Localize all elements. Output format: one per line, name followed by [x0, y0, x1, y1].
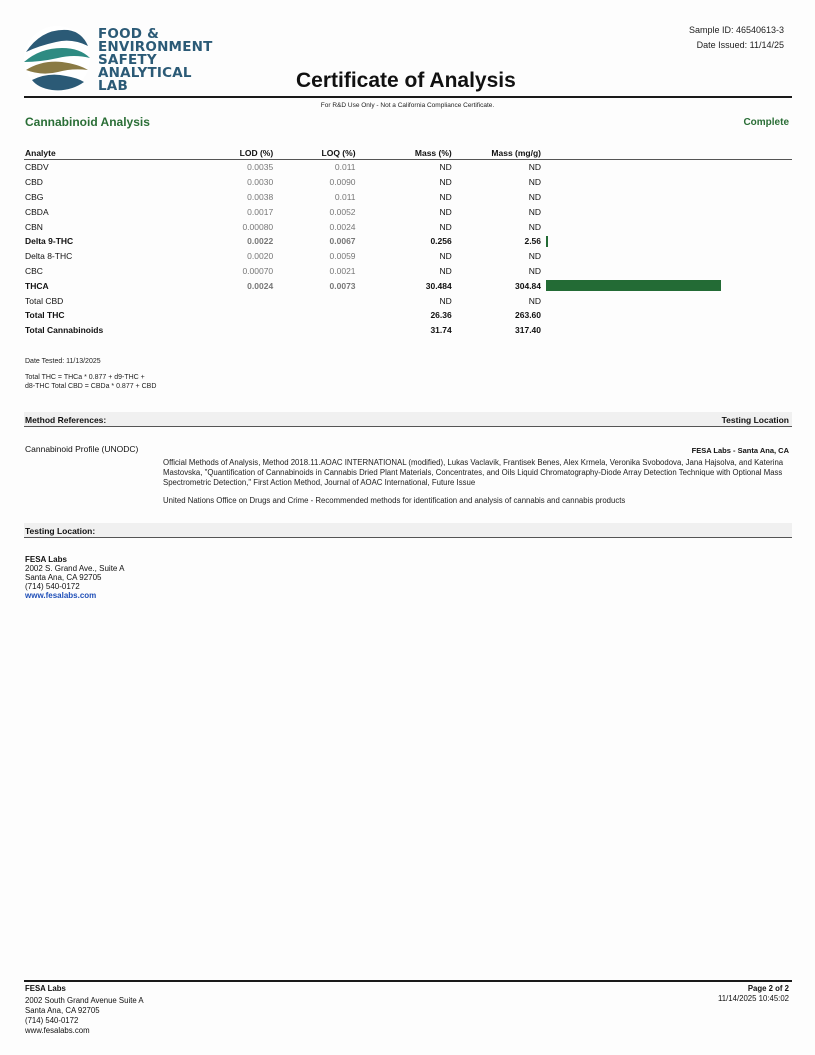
- loq-cell: [273, 323, 355, 338]
- table-row: [25, 278, 815, 293]
- method-divider: [24, 426, 792, 427]
- loq-cell: 0.011: [334, 162, 356, 173]
- lab-name: FESA Labs: [25, 555, 67, 564]
- header-divider: [24, 96, 792, 98]
- table-header-divider: [24, 159, 792, 160]
- table-row: [25, 323, 815, 338]
- logo-line: ENVIRONMENT: [98, 39, 213, 55]
- mass-pct-cell: 0.256: [430, 236, 452, 247]
- mass-pct-cell: ND: [439, 265, 452, 276]
- analysis-title: Cannabinoid Analysis: [25, 115, 150, 129]
- mass-mg-cell: ND: [528, 162, 542, 173]
- table-row: [25, 293, 815, 308]
- lod-cell: 0.0035: [247, 162, 274, 173]
- formula-line: Total THC = THCa * 0.877 + d9-THC +: [25, 374, 145, 381]
- mass-mg-cell: 317.40: [515, 325, 542, 336]
- lod-cell: 0.0020: [247, 251, 274, 262]
- table-row: [25, 160, 815, 175]
- mass-bar: [546, 280, 721, 291]
- mass-mg-cell: ND: [528, 177, 542, 188]
- analyte-cell: CBDA: [25, 206, 49, 217]
- lab-address-line: Santa Ana, CA 92705: [25, 573, 102, 582]
- table-row: [25, 190, 815, 205]
- lod-cell: [199, 293, 274, 308]
- loq-cell: 0.0052: [329, 206, 356, 217]
- analyte-cell: CBC: [25, 265, 43, 276]
- status-badge: Complete: [743, 117, 789, 128]
- loq-cell: 0.0021: [329, 265, 356, 276]
- lod-cell: 0.0017: [247, 206, 274, 217]
- lod-cell: 0.0024: [247, 280, 274, 291]
- date-issued: Date Issued: 11/14/25: [696, 40, 784, 50]
- footer-divider: [24, 980, 792, 982]
- mass-bar-cell: [541, 160, 815, 175]
- mass-bar-cell: [541, 204, 815, 219]
- sample-id: Sample ID: 46540613-3: [688, 25, 784, 35]
- lod-cell: 0.00070: [242, 265, 274, 276]
- analyte-cell: Total Cannabinoids: [25, 325, 104, 336]
- mass-bar-cell: [541, 249, 815, 264]
- lod-cell: [199, 308, 274, 323]
- results-table: [25, 146, 815, 338]
- lab-address-line: 2002 S. Grand Ave., Suite A: [25, 564, 125, 573]
- loq-cell: 0.011: [334, 191, 356, 202]
- lod-cell: 0.0038: [247, 191, 274, 202]
- footer-phone: (714) 540-0172: [25, 1016, 79, 1025]
- lod-cell: [199, 323, 274, 338]
- lod-cell: 0.0030: [247, 177, 274, 188]
- mass-bar-cell: [541, 308, 815, 323]
- loq-cell: 0.0073: [329, 280, 356, 291]
- analyte-cell: CBDV: [25, 162, 49, 173]
- lab-phone: (714) 540-0172: [25, 582, 80, 591]
- logo-line: ANALYTICAL LAB: [98, 65, 192, 94]
- loq-cell: 0.0024: [329, 221, 356, 232]
- page-number: Page 2 of 2: [747, 984, 789, 993]
- method-reference-1: Official Methods of Analysis, Method 2018.11.AOAC INTERNATIONAL (modified), Lukas Vaclavik, Frantisek Benes, Alex Krmela, Veronika Svobodova, Jana Hajsolva, and Katerina Mastovska, "Quantification of Cannabinoids in Cannabis Dried Plant Materials, Concentrates, and Oils Liquid Chromatography-Diode Array Detection Technique with Optional Mass Spectrometric Detection," First Action Method, Journal of AOAC International, Future Issue: [163, 458, 784, 487]
- mass-bar-cell: [541, 293, 815, 308]
- logo-line: SAFETY: [98, 52, 157, 68]
- testing-location-band: [24, 523, 792, 537]
- mass-pct-cell: ND: [439, 221, 452, 232]
- table-row: [25, 175, 815, 190]
- analyte-cell: CBG: [25, 191, 44, 202]
- testing-location-heading: Testing Location: [721, 415, 789, 425]
- col-analyte: Analyte: [25, 148, 56, 158]
- table-row: [25, 249, 815, 264]
- analyte-cell: Total CBD: [25, 295, 64, 306]
- mass-bar-cell: [541, 278, 815, 293]
- mass-mg-cell: 304.84: [515, 280, 542, 291]
- table-row: [25, 264, 815, 279]
- mass-bar-cell: [541, 323, 815, 338]
- mass-pct-cell: ND: [439, 177, 452, 188]
- loq-cell: 0.0059: [329, 251, 356, 262]
- col-lod: LOD (%): [239, 148, 274, 158]
- table-row: [25, 308, 815, 323]
- loq-cell: [273, 308, 355, 323]
- mass-mg-cell: 263.60: [515, 310, 542, 321]
- mass-mg-cell: ND: [528, 221, 542, 232]
- col-mass-mg: Mass (mg/g): [491, 148, 542, 158]
- lab-website-link[interactable]: www.fesalabs.com: [25, 591, 97, 600]
- analyte-cell: THCA: [25, 280, 49, 291]
- mass-bar: [546, 236, 548, 247]
- method-location: FESA Labs - Santa Ana, CA: [691, 446, 789, 455]
- formula-line: d8-THC Total CBD = CBDa * 0.877 + CBD: [25, 383, 157, 390]
- table-row: [25, 204, 815, 219]
- testing-location-title: Testing Location:: [25, 526, 96, 536]
- footer-address-line: 2002 South Grand Avenue Suite A: [25, 996, 144, 1005]
- mass-pct-cell: ND: [439, 295, 452, 306]
- mass-pct-cell: 30.484: [425, 280, 452, 291]
- method-reference-2: United Nations Office on Drugs and Crime - Recommended methods for identification and analysis of cannabis and cannabis products: [163, 496, 626, 505]
- mass-bar-cell: [541, 219, 815, 234]
- analyte-cell: Delta 8-THC: [25, 251, 73, 262]
- loq-cell: 0.0067: [329, 236, 356, 247]
- footer-website: www.fesalabs.com: [25, 1026, 90, 1035]
- mass-mg-cell: 2.56: [524, 236, 542, 247]
- logo-line: FOOD &: [98, 26, 160, 42]
- mass-mg-cell: ND: [528, 295, 542, 306]
- analyte-cell: CBD: [25, 177, 43, 188]
- analyte-cell: CBN: [25, 221, 43, 232]
- footer-lab-name: FESA Labs: [25, 984, 66, 993]
- table-row: [25, 219, 815, 234]
- method-name: Cannabinoid Profile (UNODC): [25, 444, 139, 454]
- mass-mg-cell: ND: [528, 191, 542, 202]
- col-mass-pct: Mass (%): [414, 148, 452, 158]
- footer-address-line: Santa Ana, CA 92705: [25, 1006, 100, 1015]
- mass-mg-cell: ND: [528, 251, 542, 262]
- mass-bar-cell: [541, 190, 815, 205]
- analyte-cell: Total THC: [25, 310, 65, 321]
- page-title: Certificate of Analysis: [296, 69, 516, 92]
- table-header-row: [25, 146, 815, 160]
- mass-pct-cell: ND: [439, 251, 452, 262]
- mass-bar-cell: [541, 175, 815, 190]
- col-loq: LOQ (%): [321, 148, 356, 158]
- loq-cell: 0.0090: [329, 177, 356, 188]
- mass-pct-cell: 26.36: [430, 310, 452, 321]
- col-bar: [541, 146, 815, 160]
- mass-pct-cell: 31.74: [430, 325, 452, 336]
- loq-cell: [273, 293, 355, 308]
- mass-mg-cell: ND: [528, 265, 542, 276]
- mass-bar-cell: [541, 234, 815, 249]
- method-references-band: [24, 412, 792, 426]
- method-references-heading: Method References:: [25, 415, 107, 425]
- mass-pct-cell: ND: [439, 162, 452, 173]
- analyte-cell: Delta 9-THC: [25, 236, 74, 247]
- mass-pct-cell: ND: [439, 191, 452, 202]
- mass-pct-cell: ND: [439, 206, 452, 217]
- lod-cell: 0.0022: [247, 236, 274, 247]
- lod-cell: 0.00080: [242, 221, 274, 232]
- date-tested: Date Tested: 11/13/2025: [25, 358, 101, 365]
- lab-logo: [22, 24, 222, 94]
- lab-logo-icon: [22, 24, 92, 94]
- disclaimer: For R&D Use Only - Not a California Compliance Certificate.: [320, 102, 495, 109]
- mass-bar-cell: [541, 264, 815, 279]
- testing-location-divider: [24, 537, 792, 538]
- mass-mg-cell: ND: [528, 206, 542, 217]
- footer-timestamp: 11/14/2025 10:45:02: [718, 994, 789, 1003]
- table-row: [25, 234, 815, 249]
